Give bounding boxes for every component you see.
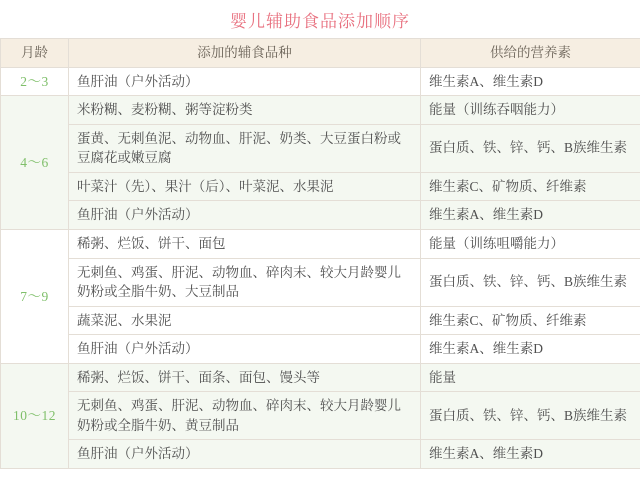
age-cell: 4～6: [1, 96, 69, 230]
food-cell: 鱼肝油（户外活动）: [69, 67, 421, 96]
column-header-food: 添加的辅食品种: [69, 39, 421, 68]
food-cell: 叶菜汁（先）、果汁（后）、叶菜泥、水果泥: [69, 172, 421, 201]
page-title: 婴儿辅助食品添加顺序: [230, 12, 410, 31]
table-row: [1, 440, 640, 469]
food-cell: 鱼肝油（户外活动）: [69, 201, 421, 230]
table-body: [1, 67, 640, 468]
table-header-row: [1, 39, 640, 68]
table-row: [1, 335, 640, 364]
table-row: [1, 392, 640, 440]
table-row: [1, 258, 640, 306]
table-row: [1, 96, 640, 125]
column-header-age: 月龄: [1, 39, 69, 68]
table-row: [1, 124, 640, 172]
column-header-nutrient: 供给的营养素: [421, 39, 640, 68]
food-cell: 鱼肝油（户外活动）: [69, 440, 421, 469]
table-header: [1, 39, 640, 68]
food-cell: 鱼肝油（户外活动）: [69, 335, 421, 364]
food-cell: 蛋黄、无刺鱼泥、动物血、肝泥、奶类、大豆蛋白粉或豆腐花或嫩豆腐: [69, 124, 421, 172]
nutrient-cell: 蛋白质、铁、锌、钙、B族维生素: [421, 392, 640, 440]
food-cell: 无刺鱼、鸡蛋、肝泥、动物血、碎肉末、较大月龄婴儿奶粉或全脂牛奶、黄豆制品: [69, 392, 421, 440]
table-row: [1, 306, 640, 335]
table-row: [1, 229, 640, 258]
nutrient-cell: 能量: [421, 363, 640, 392]
nutrient-cell: 能量（训练咀嚼能力）: [421, 229, 640, 258]
age-cell: 2～3: [1, 67, 69, 96]
food-cell: 无刺鱼、鸡蛋、肝泥、动物血、碎肉末、较大月龄婴儿奶粉或全脂牛奶、大豆制品: [69, 258, 421, 306]
nutrient-cell: 蛋白质、铁、锌、钙、B族维生素: [421, 124, 640, 172]
age-cell: 10～12: [1, 363, 69, 468]
nutrient-cell: 能量（训练吞咽能力）: [421, 96, 640, 125]
nutrient-cell: 维生素A、维生素D: [421, 67, 640, 96]
nutrient-cell: 蛋白质、铁、锌、钙、B族维生素: [421, 258, 640, 306]
baby-food-schedule-table: [0, 38, 640, 469]
nutrient-cell: 维生素C、矿物质、纤维素: [421, 306, 640, 335]
food-cell: 米粉糊、麦粉糊、粥等淀粉类: [69, 96, 421, 125]
age-cell: 7～9: [1, 229, 69, 363]
nutrient-cell: 维生素C、矿物质、纤维素: [421, 172, 640, 201]
food-cell: 稀粥、烂饭、饼干、面条、面包、馒头等: [69, 363, 421, 392]
table-row: [1, 172, 640, 201]
table-row: [1, 363, 640, 392]
nutrient-cell: 维生素A、维生素D: [421, 201, 640, 230]
table-row: [1, 201, 640, 230]
nutrient-cell: 维生素A、维生素D: [421, 440, 640, 469]
food-cell: 稀粥、烂饭、饼干、面包: [69, 229, 421, 258]
nutrient-cell: 维生素A、维生素D: [421, 335, 640, 364]
table-row: [1, 67, 640, 96]
food-cell: 蔬菜泥、水果泥: [69, 306, 421, 335]
